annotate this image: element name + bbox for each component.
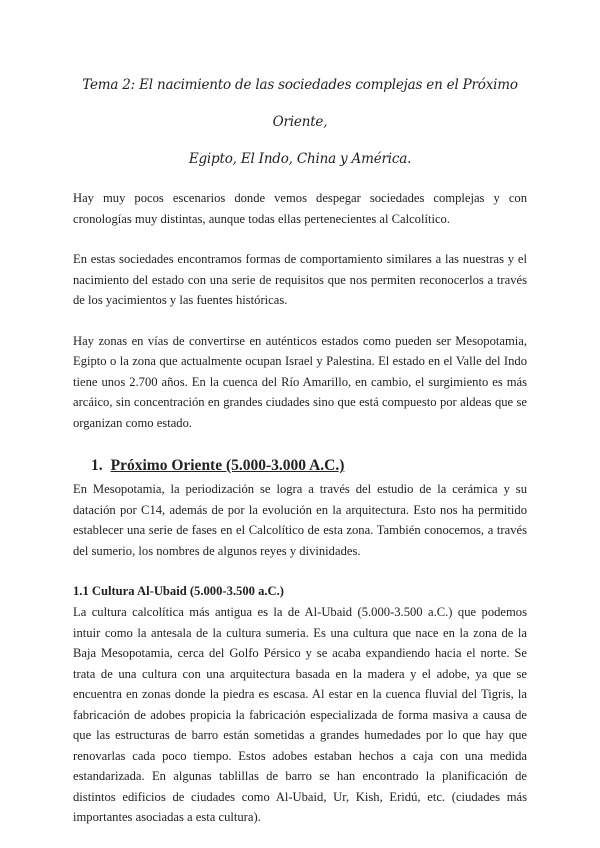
paragraph-mesopotamia: En Mesopotamia, la periodización se logra a través del estudio de la cerámica y su datación por C14, además de por la evolución en la arquitectura. Esto nos ha permitido establecer una serie de fases en el Calcolítico de esta zona. También conocemos, a través del sumerio, los nombres de algunos reyes y divinidades. xyxy=(73,482,527,558)
subsection-heading-al-ubaid: 1.1 Cultura Al-Ubaid (5.000-3.500 a.C.) xyxy=(73,584,284,598)
paragraph-al-ubaid: La cultura calcolítica más antigua es la de Al-Ubaid (5.000-3.500 a.C.) que podemos intuir como la antesala de la cultura sumeria. Es una cultura que nace en la zona de la Baja Mesopotamia, cerca del Golfo Pérsico y se acaba expandiendo hacia el norte. Se trata de una cultura con una arquitectura basada en la madera y el adobe, ya que se encuentra en zonas donde la piedra es escasa. Al estar en la cuenca fluvial del Tigris, la fabricación de adobes propicia la fabricación especializada de forma masiva a causa de que las estructuras de barro están sometidas a grandes humedades por lo que hay que renovarlas cada poco tiempo. Estos adobes estaban hechos a caja con una medida estandarizada. En algunas tablillas de barro se han encontrado la planificación de distintos edificios de ciudades como Al-Ubaid, Ur, Kish, Eridú, etc. (ciudades más importantes asociadas a esta cultura). xyxy=(73,605,527,824)
title-line-1: Tema 2: El nacimiento de las sociedades complejas en el Próximo Oriente, xyxy=(82,77,518,130)
section-title: Próximo Oriente (5.000-3.000 A.C.) xyxy=(110,457,345,474)
section-number: 1. xyxy=(91,457,103,474)
document-title xyxy=(73,67,527,178)
paragraph-societies: En estas sociedades encontramos formas de comportamiento similares a las nuestras y el nacimiento del estado con una serie de requisitos que nos permiten reconocerlos a través de los yacimientos y las fuentes históricas. xyxy=(73,252,527,307)
title-line-2: Egipto, El Indo, China y América. xyxy=(188,151,412,167)
paragraph-intro: Hay muy pocos escenarios donde vemos despegar sociedades complejas y con cronologías muy distintas, aunque todas ellas pertenecientes al Calcolítico. xyxy=(73,191,527,226)
paragraph-states: Hay zonas en vías de convertirse en auténticos estados como pueden ser Mesopotamia, Egipto o la zona que actualmente ocupan Israel y Palestina. El estado en el Valle del Indo tiene unos 2.700 años. En la cuenca del Río Amarillo, en cambio, el surgimiento es más arcáico, sin concentración en grandes ciudades sino que está compuesto por aldeas que se organizan como estado. xyxy=(73,333,527,430)
section-heading-proximo-oriente xyxy=(91,455,527,477)
